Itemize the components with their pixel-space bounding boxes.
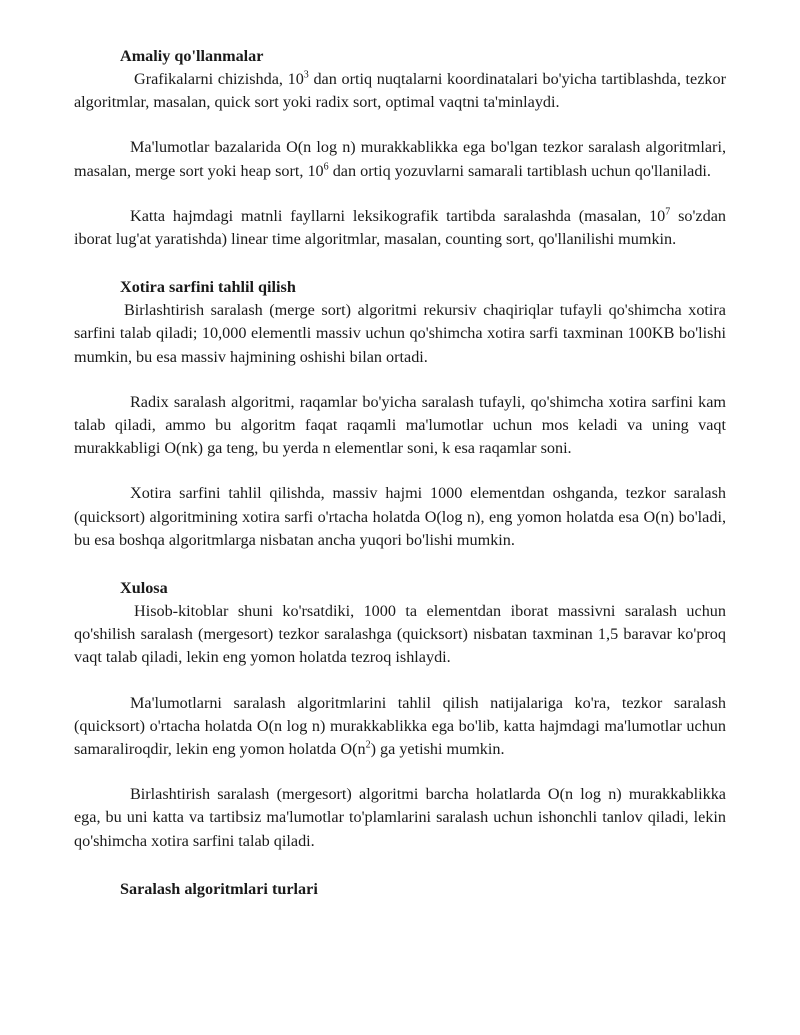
paragraph [74,205,726,251]
paragraph-text: dan ortiq yozuvlarni samarali tartiblash uchun qo'llaniladi. [328,161,711,180]
paragraph [74,68,726,114]
superscript: 2 [365,739,371,751]
section-heading-sorting-types: Saralash algoritmlari turlari [120,879,318,898]
paragraph: Hisob-kitoblar shuni ko'rsatdiki, 1000 ta elementdan iborat massivni saralash uchun qo'shilish saralash (mergesort) tezkor saralashga (quicksort) nisbatan taxminan 1,5 baravar ko'proq vaqt talab qiladi, lekin eng yomon holatda tezroq ishlaydi. [74,602,726,667]
paragraph [74,136,726,182]
paragraph-text: Grafikalarni chizishda, 10 [134,70,304,88]
paragraph: Radix saralash algoritmi, raqamlar bo'yicha saralash tufayli, qo'shimcha xotira sarfini kam talab qiladi, ammo bu algoritm faqat raqamli ma'lumotlar uchun mos keladi va uning vaqt murakkabligi O(nk) ga teng, bu yerda n elementlar soni, k esa raqamlar soni. [74,392,726,458]
paragraph [74,692,726,762]
paragraph-text: so'zdan iborat lug'at yaratishda) linear time algoritmlar, masalan, counting sort, qo'llanilishi mumkin. [74,206,726,249]
section-heading-memory-analysis: Xotira sarfini tahlil qilish [120,278,296,297]
paragraph-text: dan ortiq nuqtalarni koordinatalari bo'yicha tartiblashda, tezkor algoritmlar, masalan, quick sort yoki radix sort, optimal vaqtni ta'minlaydi. [74,70,726,112]
superscript: 7 [665,206,671,218]
section-heading-applications: Amaliy qo'llanmalar [120,47,264,65]
superscript: 3 [303,69,309,81]
document-page [74,44,726,901]
paragraph-text: Ma'lumotlar bazalarida O(n log n) murakkablikka ega bo'lgan tezkor saralash algoritmlari, masalan, merge sort yoki heap sort, 10 [74,138,726,180]
paragraph-text: Ma'lumotlarni saralash algoritmlarini tahlil qilish natijalariga ko'ra, tezkor saralash (quicksort) o'rtacha holatda O(n log n) murakkablikka ega bo'lib, katta hajmdagi ma'lumotlar uchun samaraliroqdir, lekin eng yomon holatda O(n [74,693,726,759]
paragraph: Xotira sarfini tahlil qilishda, massiv hajmi 1000 elementdan oshganda, tezkor saralash (quicksort) algoritmining xotira sarfi o'rtacha holatda O(log n), eng yomon holatda esa O(n) bo'ladi, bu esa boshqa algoritmlarga nisbatan ancha yuqori bo'lishi mumkin. [74,484,726,549]
paragraph-text: ) ga yetishi mumkin. [370,740,505,759]
paragraph: Birlashtirish saralash (merge sort) algoritmi rekursiv chaqiriqlar tufayli qo'shimcha xotira sarfini talab qiladi; 10,000 elementli massiv uchun qo'shimcha xotira sarfi taxminan 100KB bo'lishi mumkin, bu esa massiv hajmining oshishi bilan ortadi. [74,301,726,366]
paragraph-text: Katta hajmdagi matnli fayllarni leksikografik tartibda saralashda (masalan, 10 [130,206,666,225]
superscript: 6 [323,161,329,173]
section-heading-conclusion: Xulosa [120,579,168,598]
paragraph: Birlashtirish saralash (mergesort) algoritmi barcha holatlarda O(n log n) murakkablikka ega, bu uni katta va tartibsiz ma'lumotlar to'plamlarini saralash uchun ishonchli tanlov qiladi, lekin qo'shimcha xotira sarfini talab qiladi. [74,785,726,850]
